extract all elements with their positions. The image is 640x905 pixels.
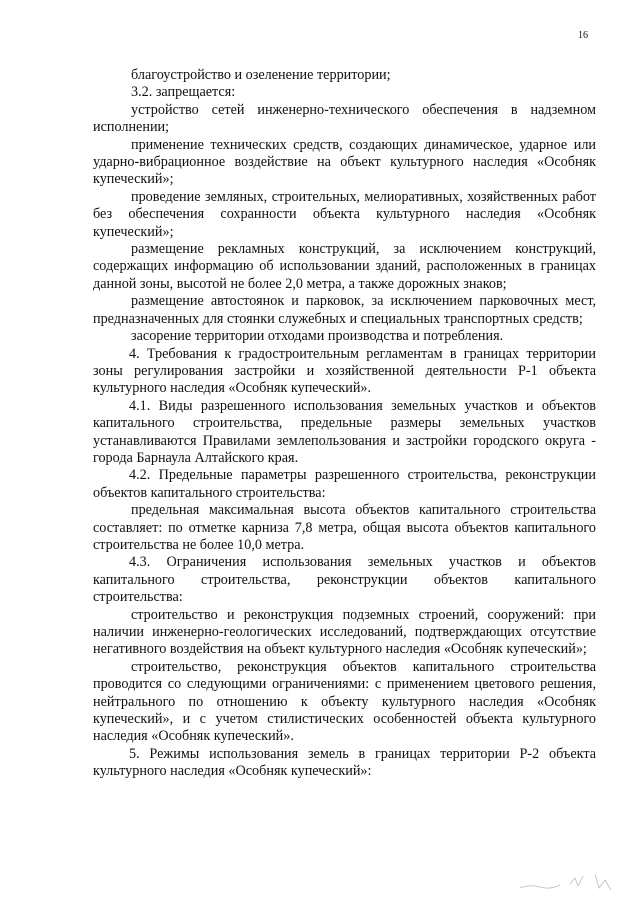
paragraph: применение технических средств, создающих динамическое, ударное или ударно-вибрационное воздействие на объект культурного наследия «Особняк купеческий»; xyxy=(93,136,596,188)
section-heading: 4. Требования к градостроительным регламентам в границах территории зоны регулирования застройки и хозяйственной деятельности Р-1 объекта культурного наследия «Особняк купеческий». xyxy=(93,345,596,397)
page-number: 16 xyxy=(578,30,588,41)
paragraph: благоустройство и озеленение территории; xyxy=(131,67,391,83)
paragraph: 4.3. Ограничения использования земельных участков и объектов капитального строительства, реконструкции объектов капитального строительства: xyxy=(93,554,596,606)
paragraph: 4.1. Виды разрешенного использования земельных участков и объектов капитального строительства, предельные размеры земельных участков устанавливаются Правилами землепользования и застройки городского округа - города Барнаула Алтайского края. xyxy=(93,397,596,466)
paragraph: проведение земляных, строительных, мелиоративных, хозяйственных работ без обеспечения сохранности объекта культурного наследия «Особняк купеческий»; xyxy=(93,188,596,240)
paragraph: размещение автостоянок и парковок, за исключением парковочных мест, предназначенных для стоянки служебных и специальных транспортных средств; xyxy=(93,293,596,327)
scan-mark xyxy=(515,866,625,896)
paragraph: размещение рекламных конструкций, за исключением конструкций, содержащих информацию об использовании зданий, расположенных в границах данной зоны, высотой не более 2,0 метра, а также дорожных знаков; xyxy=(93,241,596,292)
paragraph: строительство и реконструкция подземных строений, сооружений: при наличии инженерно-геологических исследований, подтверждающих отсутствие негативного воздействия на объект культурного наследия «Особняк купеческий»; xyxy=(93,606,596,658)
paragraph: строительство, реконструкция объектов капитального строительства проводится со следующими ограничениями: с применением цветового решения, нейтрального по отношению к объекту культурного наследия «Особняк купеческий», и с учетом стилистических особенностей объекта культурного наследия «Особняк купеческий». xyxy=(93,658,596,745)
paragraph: 4.2. Предельные параметры разрешенного строительства, реконструкции объектов капитального строительства: xyxy=(93,467,596,501)
paragraph: предельная максимальная высота объектов капитального строительства составляет: по отметке карниза 7,8 метра, общая высота объектов капитального строительства не более 10,0 метра. xyxy=(93,502,596,553)
section-heading: 5. Режимы использования земель в границах территории Р-2 объекта культурного наследия «Особняк купеческий»: xyxy=(93,745,596,780)
document-body xyxy=(93,67,596,781)
paragraph: 3.2. запрещается: xyxy=(131,84,236,101)
paragraph: устройство сетей инженерно-технического обеспечения в надземном исполнении; xyxy=(93,101,596,136)
paragraph: засорение территории отходами производства и потребления. xyxy=(131,328,504,345)
